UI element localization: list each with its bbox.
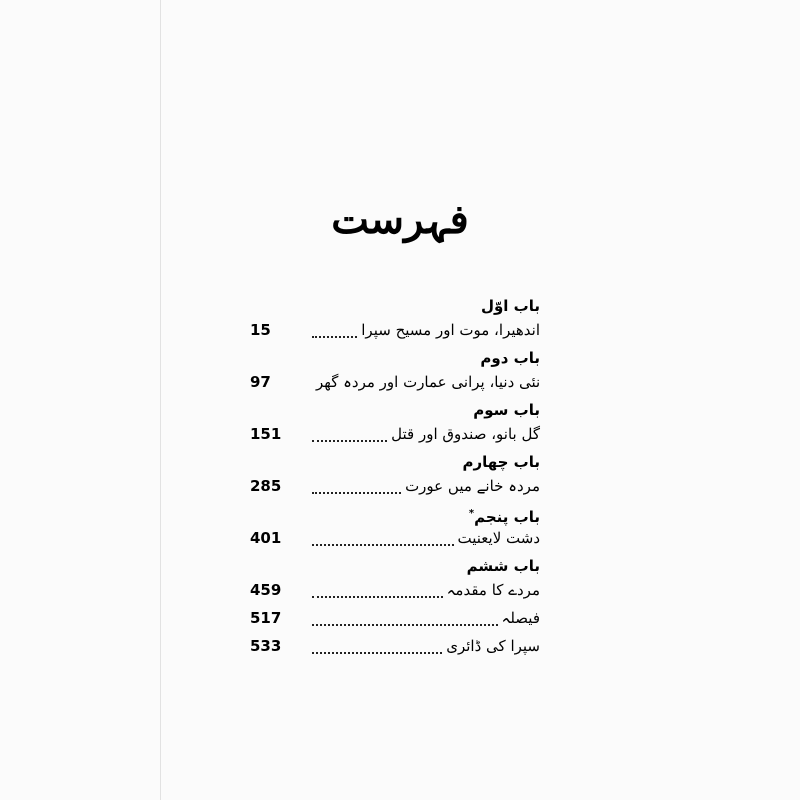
dot-leader bbox=[312, 492, 401, 494]
page-number: 97 bbox=[250, 373, 271, 391]
chapter-heading-4: باب چهارم bbox=[462, 453, 540, 471]
chapter-heading-5 bbox=[250, 504, 540, 524]
entry-title: فیصلہ bbox=[501, 609, 540, 627]
page-title: فہرست bbox=[331, 196, 469, 243]
chapter-heading-2: باب دوم bbox=[480, 349, 540, 367]
dot-leader bbox=[312, 544, 454, 546]
toc-entry[interactable] bbox=[250, 632, 540, 660]
toc-entry[interactable] bbox=[250, 604, 540, 632]
toc-entry[interactable] bbox=[250, 524, 540, 552]
toc-entry[interactable] bbox=[250, 368, 540, 396]
chapter-heading-3: باب سوم bbox=[473, 401, 540, 419]
entry-title: مردہ خانے میں عورت bbox=[405, 477, 540, 495]
page-number: 285 bbox=[250, 477, 282, 495]
toc-entry[interactable] bbox=[250, 420, 540, 448]
page-edge-line bbox=[160, 0, 161, 800]
page-number: 517 bbox=[250, 609, 282, 627]
entry-title: گل بانو، صندوق اور قتل bbox=[391, 425, 540, 443]
dot-leader bbox=[312, 652, 442, 654]
chapter-heading-1: باب اوّل bbox=[480, 297, 540, 315]
entry-title: نئی دنیا، پرانی عمارت اور مردہ گھر bbox=[316, 373, 541, 391]
toc-entry[interactable] bbox=[250, 472, 540, 500]
table-of-contents bbox=[250, 292, 540, 660]
dot-leader bbox=[312, 440, 387, 442]
entry-title: سپرا کی ڈائری bbox=[446, 637, 540, 655]
dot-leader bbox=[312, 624, 498, 626]
chapter-heading-6: باب ششم bbox=[466, 557, 540, 575]
entry-title: اندھیرا، موت اور مسیح سپرا bbox=[361, 321, 540, 339]
entry-title: دشت لایعنیت bbox=[457, 529, 540, 547]
dot-leader bbox=[312, 336, 357, 338]
asterisk-mark: * bbox=[468, 508, 475, 519]
page-number: 401 bbox=[250, 529, 282, 547]
entry-title: مردے کا مقدمہ bbox=[446, 581, 540, 599]
dot-leader bbox=[312, 596, 443, 598]
toc-entry[interactable] bbox=[250, 576, 540, 604]
page-number: 151 bbox=[250, 425, 282, 443]
page-number: 533 bbox=[250, 637, 282, 655]
chapter-heading-5-label: باب پنجم bbox=[474, 508, 540, 526]
toc-entry[interactable] bbox=[250, 316, 540, 344]
page-number: 459 bbox=[250, 581, 282, 599]
page-number: 15 bbox=[250, 321, 271, 339]
